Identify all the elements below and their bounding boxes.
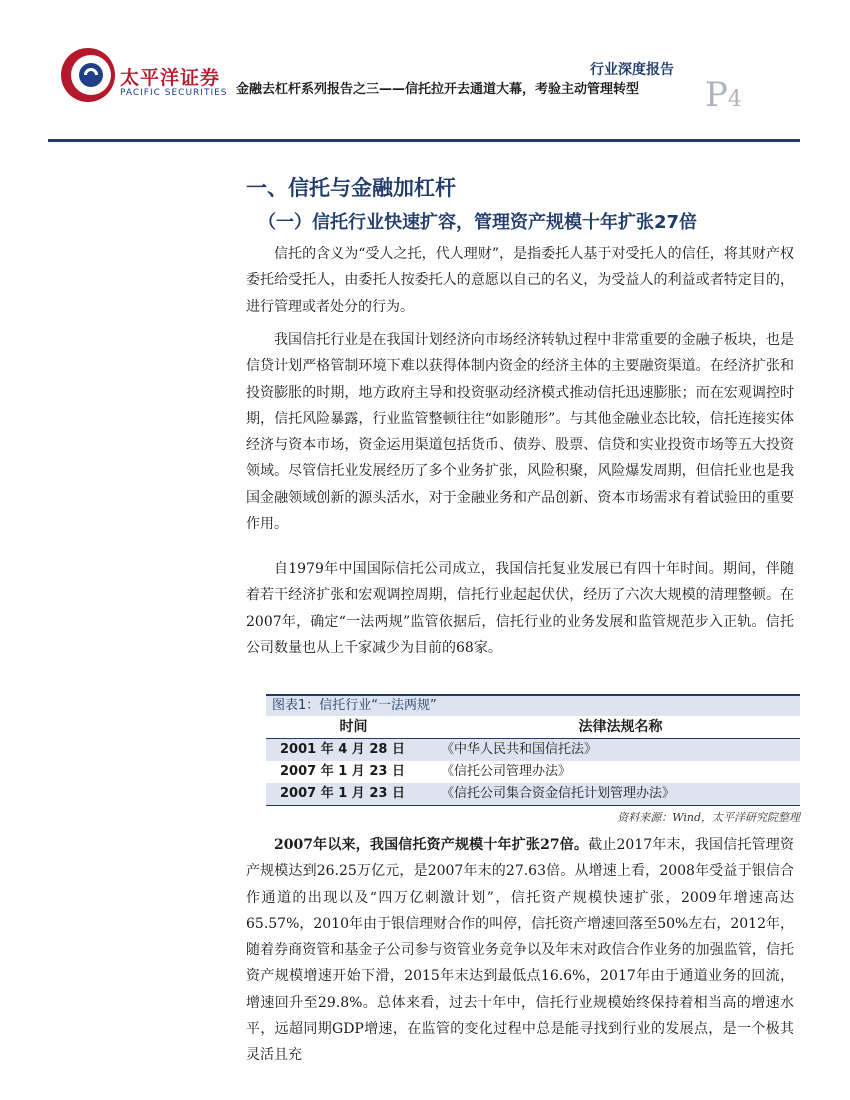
subsection-heading: （一）信托行业快速扩容，管理资产规模十年扩张27倍 bbox=[258, 212, 698, 233]
table-cell-date: 2007 年 1 月 23 日 bbox=[280, 764, 405, 779]
table-cell-law: 《信托公司管理办法》 bbox=[441, 764, 572, 779]
table-header-row bbox=[266, 716, 800, 739]
report-type: 行业深度报告 bbox=[590, 62, 674, 78]
table-caption: 图表1：信托行业“一法两规” bbox=[266, 694, 800, 716]
table-row bbox=[266, 761, 800, 783]
page-number bbox=[705, 75, 742, 115]
paragraph-trust-industry: 我国信托行业是在我国计划经济向市场经济转轨过程中非常重要的金融子板块，也是信贷计划严格管制环境下难以获得体制内资金的经济主体的主要融资渠道。在经济扩张和投资膨胀的时期，地方政府主导和投资驱动经济模式推动信托迅速膨胀；而在宏观调控时期，信托风险暴露，行业监管整顿往往“如影随形”。与其他金融业态比较，信托连接实体经济与资本市场，资金运用渠道包括货币、债券、股票、信贷和实业投资市场等五大投资领域。尽管信托业发展经历了多个业务扩张，风险积聚，风险爆发周期，但信托业也是我国金融领域创新的源头活水，对于金融业务和产品创新、资本市场需求有着试验田的重要作用。 bbox=[246, 332, 794, 533]
table-cell-date: 2007 年 1 月 23 日 bbox=[280, 786, 405, 801]
report-title: 金融去杠杆系列报告之三——信托拉开去通道大幕，考验主动管理转型 bbox=[236, 82, 640, 97]
table-source-note: 资料来源：Wind，太平洋研究院整理 bbox=[617, 811, 800, 824]
page-header bbox=[0, 0, 850, 145]
company-name-en: PACIFIC SECURITIES bbox=[120, 88, 228, 98]
page-prefix: P bbox=[705, 75, 728, 115]
table-row bbox=[266, 739, 800, 761]
page-number-value: 4 bbox=[727, 87, 742, 112]
paragraph-trust-definition: 信托的含义为“受人之托，代人理财”，是指委托人基于对受托人的信任，将其财产权委托给受托人，由委托人按委托人的意愿以自己的名义，为受益人的利益或者特定目的，进行管理或者处分的行为。 bbox=[246, 246, 794, 315]
table-header-time: 时间 bbox=[339, 719, 368, 735]
paragraph-trust-history: 自1979年中国国际信托公司成立，我国信托复业发展已有四十年时间。期间，伴随着若干经济扩张和宏观调控周期，信托行业起起伏伏，经历了六次大规模的清理整顿。在2007年，确定“一法两规”监管依据后，信托行业的业务发展和监管规范步入正轨。信托公司数量也从上千家减少为目前的68家。 bbox=[246, 561, 794, 656]
company-name-cn: 太平洋证券 bbox=[120, 67, 221, 89]
paragraph-asset-growth bbox=[246, 832, 794, 1069]
paragraph-body: 截止2017年末，我国信托管理资产规模达到26.25万亿元，是2007年末的27.63倍。从增速上看，2008年受益于银信合作通道的出现以及“四万亿刺激计划”，信托资产规模快速扩张，2009年增速高达65.57%，2010年由于银信理财合作的叫停，信托资产增速回落至50%左右，2012年，随着券商资管和基金子公司参与资管业务竞争以及年末对政信合作业务的加强监管，信托资产规模增速开始下滑，2015年末达到最低点16.6%，2017年由于通道业务的回流，增速回升至29.8%。总体来看，过去十年中，信托行业规模始终保持着相当高的增速水平，远超同期GDP增速，在监管的变化过程中总是能寻找到行业的发展点，是一个极其灵活且充 bbox=[246, 837, 794, 1064]
table-cell-law: 《信托公司集合资金信托计划管理办法》 bbox=[441, 786, 676, 801]
section-heading: 一、信托与金融加杠杆 bbox=[246, 176, 456, 200]
table-row bbox=[266, 783, 800, 805]
header-divider bbox=[48, 139, 800, 142]
table-cell-law: 《中华人民共和国信托法》 bbox=[441, 742, 598, 757]
table-header-law: 法律法规名称 bbox=[578, 719, 663, 735]
paragraph-lead-bold: 2007年以来，我国信托资产规模十年扩张27倍。 bbox=[274, 837, 589, 853]
company-logo-icon bbox=[58, 45, 118, 105]
table-cell-date: 2001 年 4 月 28 日 bbox=[280, 742, 405, 757]
regulation-table bbox=[266, 694, 800, 825]
